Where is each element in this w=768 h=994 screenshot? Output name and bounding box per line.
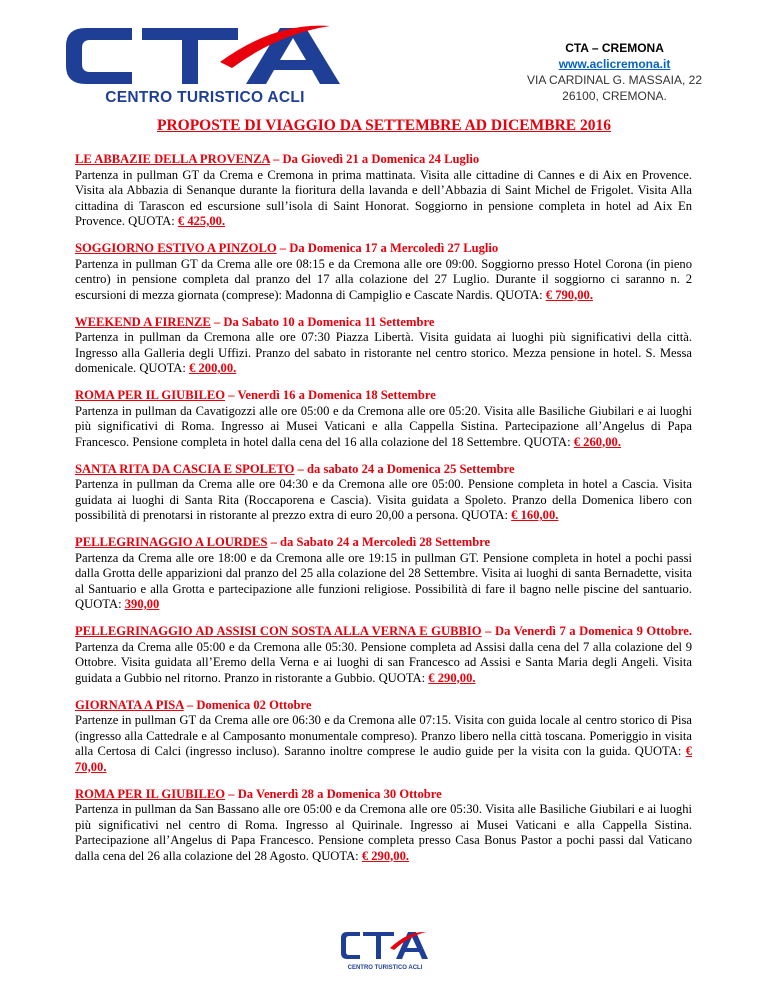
logo-letter-a [246, 28, 340, 84]
trip-item [75, 462, 692, 524]
trip-description: Partenza in pullman GT da Crema e Cremona in prima mattinata. Visita alle cittadine di Cannes e di Aix en Provence. Visita ala Abbazia di Senanque durante la fioritura della lavanda e dell’Abbazia di Saint Michel de Frigolet. Visita Alla cittadina di Tarascon ed escursione sull’isola di Saint Honorat. Soggiorno in pensione completa in hotel ad Aix En Provence. QUOTA: € 425,00. [75, 167, 692, 228]
org-name: CTA – CREMONA [565, 41, 664, 55]
trip-description: Partenza in pullman da Cremona alle ore 07:30 Piazza Libertà. Visita guidata ai luoghi più significativi della città. Ingresso alla Galleria degli Uffizi. Pranzo del sabato in ristorante nel centro storico. Mezza pensione in hotel. S. Messa domenicale. QUOTA: € 200,00. [75, 330, 692, 375]
trip-item [75, 787, 692, 865]
trip-description: Partenze in pullman GT da Crema alle ore 06:30 e da Cremona alle 07:15. Visita con guida locale al centro storico di Pisa (ingresso alla Cattedrale e al Camposanto monumentale compreso). Pranzo libero nella città toscana. Pomeriggio in visita alla Certosa di Calci (ingresso incluso). Saranno inoltre comprese le audio guide per la visita con la guida. QUOTA: € 70,00. [75, 713, 692, 774]
contact-block [527, 40, 702, 104]
footer-logo-subtitle: CENTRO TURISTICO ACLI [347, 965, 423, 971]
trip-name: ROMA PER IL GIUBILEO [75, 388, 226, 402]
logo-letter-t [142, 28, 238, 84]
trip-price: € 290,00. [361, 848, 410, 863]
trip-price: € 160,00. [511, 508, 559, 522]
trip-price: € 200,00. [189, 361, 237, 375]
trip-heading [75, 698, 692, 714]
trip-heading [75, 388, 692, 404]
address-line-1: VIA CARDINAL G. MASSAIA, 22 [527, 73, 702, 87]
trip-item [75, 152, 692, 230]
trip-heading [75, 152, 692, 168]
trip-name: ROMA PER IL GIUBILEO [75, 786, 226, 801]
website-link[interactable]: www.aclicremona.it [558, 57, 671, 71]
trip-name: GIORNATA A PISA [75, 697, 184, 712]
trip-description: Partenza da Crema alle ore 18:00 e da Cremona alle ore 19:15 in pullman GT. Pensione completa in hotel a pochi passi dalla Grotta delle apparizioni dal pranzo del 25 alla colazione del 28 Settembre. Visita ai luoghi di santa Bernadette, visita al Santuario e alla Grotta e partecipazione alle funzioni religiose. Possibilità di fare il bagno nelle piscine del santuario. QUOTA: 390,00 [75, 550, 692, 611]
trip-list [75, 152, 692, 876]
trip-heading [75, 535, 692, 551]
page-title: PROPOSTE DI VIAGGIO DA SETTEMBRE AD DICEMBRE 2016 [156, 117, 612, 134]
trip-description: PELLEGRINAGGIO AD ASSISI CON SOSTA ALLA VERNA E GUBBIO – Da Venerdì 7 a Domenica 9 Ottobre. Partenza da Crema alle 05:00 e da Cremona alle 05:30. Pensione completa ad Assisi dalla cena del 7 alla colazione del 9 Ottobre. Visita guidata all’Eremo della Verna e ai luoghi di san Francesco ad Assisi e Santa Maria degli Angeli. Visita guidata a Gubbio nel ritorno. Pranzo in ristorante a Gubbio. QUOTA: € 290,00. [75, 624, 692, 685]
trip-name: PELLEGRINAGGIO A LOURDES [75, 535, 268, 549]
cta-logo [60, 22, 350, 106]
trip-heading [75, 241, 692, 257]
trip-item [75, 315, 692, 377]
trip-dates: – Da Venerdì 7 a Domenica 9 Ottobre. [481, 624, 692, 638]
logo-subtitle: CENTRO TURISTICO ACLI [105, 89, 305, 106]
footer-logo-t [363, 932, 394, 959]
trip-dates: – Da Sabato 10 a Domenica 11 Settembre [210, 314, 435, 329]
trip-description: Partenza in pullman da Cavatigozzi alle ore 05:00 e da Cremona alle ore 05:20. Visita alle Basiliche Giubilari e ai luoghi più significativi di Roma. Ingresso ai Musei Vaticani e alla Cappella Sistina. Partecipazione all’Angelus di Papa Francesco. Pensione completa in hotel dalla cena del 16 alla colazione del 18 Settembre. QUOTA: € 260,00. [75, 403, 692, 449]
trip-price: € 290,00. [428, 670, 476, 685]
trip-description: Partenza in pullman GT da Crema alle ore 08:15 e da Cremona alle ore 09:00. Soggiorno presso Hotel Corona (in pieno centro) in pensione completa dal pranzo del 17 alla colazione del 27 Luglio. Durante il soggiorno ci saranno n. 2 escursioni di mezza giornata (comprese): Madonna di Campiglio e Cascate Nardis. QUOTA: € 790,00. [75, 256, 692, 302]
trip-item [75, 535, 692, 613]
trip-name: WEEKEND A FIRENZE [75, 314, 211, 329]
trip-description: Partenza in pullman da Crema alle ore 04:30 e da Cremona alle ore 05:00. Pensione completa in hotel a Cascia. Visita guidata ai luoghi di Santa Rita (Roccaporena e Cascia). Visita guidata a Spoleto. Pranzo della Domenica libero con possibilità di prenotarsi in ristorante al prezzo extra di euro 20,00 a persona. QUOTA: € 160,00. [75, 477, 692, 522]
trip-dates: – Da Giovedì 21 a Domenica 24 Luglio [269, 152, 480, 166]
trip-price: € 70,00. [75, 744, 692, 774]
trip-name: SOGGIORNO ESTIVO A PINZOLO [75, 241, 277, 255]
trip-item [75, 624, 692, 686]
trip-dates: – da sabato 24 a Domenica 25 Settembre [294, 461, 515, 476]
trip-dates: – Da Domenica 17 a Mercoledì 27 Luglio [276, 241, 499, 255]
trip-dates: – da Sabato 24 a Mercoledì 28 Settembre [267, 535, 491, 549]
trip-price: € 790,00. [545, 287, 593, 302]
trip-dates: – Domenica 02 Ottobre [183, 697, 312, 712]
trip-dates: – Da Venerdì 28 a Domenica 30 Ottobre [225, 786, 442, 801]
footer-logo-c [341, 932, 360, 959]
footer-cta-logo [338, 930, 432, 972]
logo-letter-c [66, 28, 132, 84]
trip-heading [75, 315, 692, 331]
trip-dates: – Venerdì 16 a Domenica 18 Settembre [225, 388, 436, 402]
trip-price: € 425,00. [177, 214, 226, 228]
trip-description: Partenza in pullman da San Bassano alle ore 05:00 e da Cremona alle ore 05:30. Visita alle Basiliche Giubilari e ai luoghi più significativi nel centro di Roma. Ingresso al Quirinale. Ingresso ai Musei Vaticani e alla Cappella Sistina. Partecipazione all’Angelus di Papa Francesco. Pensione completa presso Casa Bonus Pastor a pochi passi dal Vaticano dalla cena del 26 alla colazione del 28 Agosto. QUOTA: € 290,00. [75, 802, 692, 863]
trip-item [75, 388, 692, 450]
trip-name: PELLEGRINAGGIO AD ASSISI CON SOSTA ALLA VERNA E GUBBIO [75, 624, 482, 638]
trip-price: 390,00 [124, 597, 160, 611]
trip-price: € 260,00. [573, 434, 621, 449]
address-line-2: 26100, CREMONA. [562, 89, 667, 103]
trip-item [75, 241, 692, 303]
trip-heading [75, 787, 692, 803]
trip-name: LE ABBAZIE DELLA PROVENZA [75, 152, 270, 166]
trip-item [75, 698, 692, 776]
trip-name: SANTA RITA DA CASCIA E SPOLETO [75, 461, 295, 476]
trip-heading [75, 462, 692, 478]
